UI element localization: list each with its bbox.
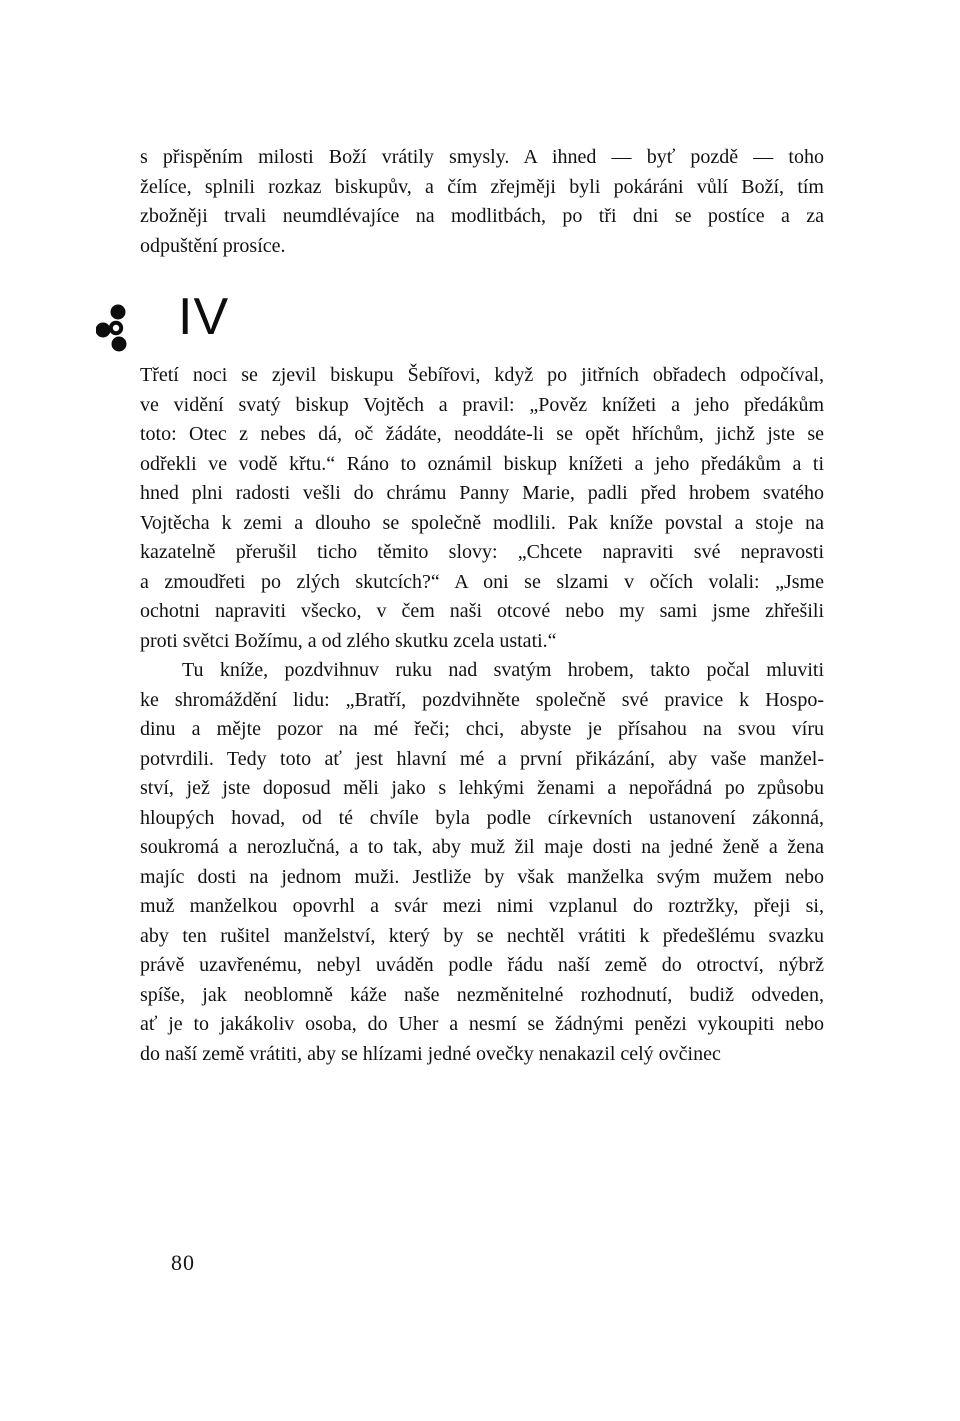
paragraph-speech [140, 656, 824, 1069]
text-line: Tu kníže, pozdvihnuv ruku nad svatým hrobem, takto počal mluviti [182, 659, 824, 681]
text-line: majíc dosti na jednom muži. Jestliže by však manželka svým mužem nebo [140, 865, 824, 888]
text-line: proti světci Božímu, a od zlého skutku zcela ustati.“ [140, 629, 557, 652]
chapter-number: IV [178, 288, 230, 346]
text-line: toto: Otec z nebes dá, oč žádáte, neoddáte-li se opět hříchům, jichž jste se [140, 423, 824, 445]
page-number: 80 [171, 1250, 195, 1275]
text-line: zbožněji trvali neumdlévajíce na modlitbách, po tři dni se postíce a za [140, 205, 824, 227]
text-line: odřekli ve vodě křtu.“ Ráno to oznámil biskup knížeti a jeho předákům a ti [140, 452, 824, 475]
text-line: ke shromáždění lidu: „Bratří, pozdvihněte společně své pravice k Hospo- [140, 688, 824, 711]
text-line: do naší země vrátiti, aby se hlízami jedné ovečky nenakazil celý ovčinec [140, 1042, 721, 1065]
text-line: želíce, splnili rozkaz biskupův, a čím zřejměji byli pokáráni vůlí Boží, tím [140, 175, 824, 198]
text-line: potvrdili. Tedy toto ať jest hlavní mé a první přikázání, aby vaše manžel- [140, 747, 824, 770]
body-text [140, 361, 824, 1069]
text-line: a zmoudřeti po zlých skutcích?“ A oni se slzami v očích volali: „Jsme [140, 570, 824, 593]
text-line: ochotni napraviti všecko, v čem naši otcové nebo my sami jsme zhřešili [140, 600, 824, 622]
text-line: hloupých hovad, od té chvíle byla podle církevních ustanovení zákonná, [140, 806, 824, 829]
text-line: aby ten rušitel manželství, který by se nechtěl vrátiti k předešlému svazku [140, 924, 824, 947]
text-line: Třetí noci se zjevil biskupu Šebířovi, když po jitřních obřadech odpočíval, [140, 364, 824, 386]
text-line: Vojtěcha k zemi a dlouho se společně modlili. Pak kníže povstal a stoje na [140, 511, 824, 534]
text-line: muž manželkou opovrhl a svár mezi nimi vzplanul do roztržky, přeji si, [140, 895, 824, 917]
chapter-ornament-icon [96, 302, 132, 359]
text-line: ať je to jakákoliv osoba, do Uher a nesmí se žádnými penězi vykoupiti nebo [140, 1013, 824, 1035]
paragraph-vision [140, 361, 824, 656]
text-line: s přispěním milosti Boží vrátily smysly. A ihned — byť pozdě — toho [140, 146, 824, 168]
text-line: ve vidění svatý biskup Vojtěch a pravil: „Pověz knížeti a jeho předákům [140, 393, 824, 416]
text-line: dinu a mějte pozor na mé řeči; chci, abyste je přísahou na svou víru [140, 718, 824, 740]
text-line: hned plni radosti vešli do chrámu Panny Marie, padli před hrobem svatého [140, 482, 824, 504]
text-line: právě uzavřenému, nebyl uváděn podle řádu naší země do otroctví, nýbrž [140, 954, 824, 976]
text-line: soukromá a nerozlučná, a to tak, aby muž žil maje dosti na jedné ženě a žena [140, 836, 824, 858]
continuation-paragraph [140, 143, 824, 261]
text-line: ství, jež jste doposud měli jako s lehkými ženami a nepořádná po způsobu [140, 777, 824, 799]
text-line: spíše, jak neoblomně káže naše nezměnitelné rozhodnutí, budiž odveden, [140, 983, 824, 1006]
text-line: odpuštění prosíce. [140, 234, 286, 257]
text-line: kazatelně přerušil ticho těmito slovy: „Chcete napraviti své nepravosti [140, 541, 824, 563]
